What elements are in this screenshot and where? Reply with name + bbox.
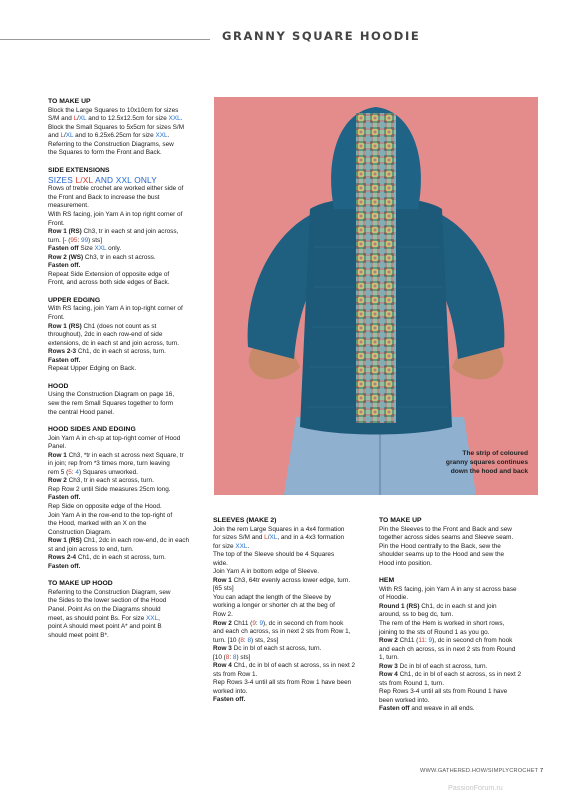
hoodie-illustration bbox=[214, 97, 538, 495]
text-line: Join Yarn A in bottom edge of Sleeve. bbox=[213, 568, 319, 576]
text-line: point A should meet point A* and point B bbox=[48, 623, 162, 631]
text-line: and L/XL and to 6.25x6.25cm for size XXL. bbox=[48, 132, 170, 140]
text-line: Repeat Side Extension of opposite edge of bbox=[48, 270, 170, 278]
text-line: Row 2 Ch11 (9: 9), dc in second ch from hook bbox=[213, 619, 344, 627]
footer-url: WWW.GATHERED.HOW/SIMPLYCROCHET bbox=[420, 768, 539, 774]
text-line: Rep Row 2 until Side measures 25cm long. bbox=[48, 485, 171, 493]
text-line: around, ss to beg dc, turn. bbox=[379, 611, 454, 619]
text-line: wide. bbox=[213, 559, 228, 567]
text-line: Join Yarn A in ch-sp at top-right corner of Hood bbox=[48, 434, 181, 442]
text-line: measurement. bbox=[48, 202, 89, 210]
text-line: been worked into. bbox=[379, 696, 430, 704]
text-line: working a longer or shorter ch at the beg of bbox=[213, 602, 335, 610]
text-line: Rep Rows 3-4 until all sts from Row 1 have been bbox=[213, 679, 352, 687]
text-line: You can adapt the length of the Sleeve by bbox=[213, 593, 332, 601]
section-heading: HEM bbox=[379, 577, 395, 585]
text-line: [10 (8: 8) sts] bbox=[213, 653, 251, 661]
text-line: Rows 2-4 Ch1, dc in each st across, turn. bbox=[48, 554, 166, 562]
text-line: worked into. bbox=[213, 687, 248, 695]
text-line: Panel. Point As on the Diagrams should bbox=[48, 605, 161, 613]
text-line: Row 2 Ch11 (11: 9), dc in second ch from hook bbox=[379, 637, 513, 645]
text-line: Row 1 (RS) Ch1, 2dc in each row-end, dc in each bbox=[48, 537, 190, 545]
text-line: Row 1 Ch3, 64tr evenly across lower edge, turn. bbox=[213, 576, 351, 584]
text-line: Pin the Hood centrally to the Back, sew the bbox=[379, 542, 501, 550]
text-line: turn. [10 (8: 8) sts, 2ss] bbox=[213, 636, 279, 644]
text-line: With RS facing, join Yarn A in any st across base bbox=[379, 585, 517, 593]
text-line: for size XXL. bbox=[213, 542, 250, 550]
text-line: the Squares to form the Front and Back. bbox=[48, 149, 162, 157]
text-line: Fasten off. bbox=[48, 356, 81, 364]
photo-caption bbox=[446, 449, 528, 476]
page-number: 7 bbox=[539, 768, 544, 774]
text-line: Using the Construction Diagram on page 16, bbox=[48, 391, 175, 399]
text-line: Block the Small Squares to 5x5cm for sizes S/M bbox=[48, 123, 185, 131]
text-line: Rows 2-3 Ch1, dc in each st across, turn. bbox=[48, 348, 166, 356]
text-line: Row 2 (WS) Ch3, tr in each st across. bbox=[48, 253, 156, 261]
text-line: the Front and Back to increase the bust bbox=[48, 193, 160, 201]
text-line: Referring to the Construction Diagram, sew bbox=[48, 588, 171, 596]
text-line: together across sides seams and Sleeve seam. bbox=[379, 534, 514, 542]
caption-line: The strip of coloured bbox=[462, 450, 528, 457]
text-line: the Hood, marked with an X on the bbox=[48, 520, 147, 528]
text-line: Front. bbox=[48, 219, 65, 227]
caption-line: down the hood and back bbox=[450, 468, 528, 475]
sizes-line: SIZES L/XL AND XXL ONLY bbox=[48, 175, 157, 186]
text-line: and each ch across, ss in next 2 sts from Round bbox=[379, 645, 516, 653]
watermark: PassionForum.ru bbox=[448, 783, 503, 792]
text-line: Rep Side on opposite edge of the Hood. bbox=[48, 502, 162, 510]
column-1 bbox=[48, 98, 208, 640]
text-line: Construction Diagram. bbox=[48, 528, 112, 536]
text-line: Fasten off. bbox=[48, 262, 81, 270]
text-line: Hood into position. bbox=[379, 559, 432, 567]
text-line: Row 3 Dc in bl of each st across, turn. bbox=[213, 645, 322, 653]
text-line: of Hoodie. bbox=[379, 594, 409, 602]
section-heading: HOOD SIDES AND EDGING bbox=[48, 426, 136, 434]
text-line: Row 2. bbox=[213, 611, 233, 619]
text-line: for sizes S/M and L/XL, and in a 4x3 formation bbox=[213, 534, 345, 542]
text-line: Fasten off. bbox=[213, 696, 246, 704]
text-line: [65 sts] bbox=[213, 585, 234, 593]
text-line: Fasten off. bbox=[48, 494, 81, 502]
text-line: should meet point B*. bbox=[48, 631, 109, 639]
text-line: joining to the sts of Round 1 as you go. bbox=[379, 628, 490, 636]
section-heading: TO MAKE UP HOOD bbox=[48, 580, 113, 588]
section-heading: TO MAKE UP bbox=[379, 517, 422, 524]
text-line: st and join across to end, turn. bbox=[48, 545, 134, 553]
text-line: sts from Row 1. bbox=[213, 670, 258, 678]
section-heading: SLEEVES (MAKE 2) bbox=[213, 517, 277, 524]
text-line: Front, and across both side edges of Back. bbox=[48, 279, 170, 287]
header-rule bbox=[0, 39, 210, 40]
text-line: Row 3 Dc in bl of each st across, turn. bbox=[379, 662, 488, 670]
text-line: Repeat Upper Edging on Back. bbox=[48, 365, 137, 373]
text-line: Row 2 Ch3, tr in each st across, turn. bbox=[48, 477, 154, 485]
text-line: Pin the Sleeves to the Front and Back and sew bbox=[379, 525, 512, 533]
text-line: shoulder seams up to the Hood and sew the bbox=[379, 551, 505, 559]
text-line: rem 5 (5: 4) Squares unworked. bbox=[48, 468, 138, 476]
caption-line: granny squares continues bbox=[445, 459, 528, 466]
text-line: Front. bbox=[48, 314, 65, 322]
hoodie-photo bbox=[214, 97, 538, 495]
text-line: Join Yarn A in the row-end to the top-right of bbox=[48, 511, 173, 519]
text-line: throughout), 2dc in each row-end of side bbox=[48, 331, 163, 339]
text-line: sts from Round 1, turn. bbox=[379, 679, 444, 687]
text-line: Row 1 (RS) Ch1 (does not count as st bbox=[48, 322, 157, 330]
page-footer bbox=[420, 768, 543, 774]
text-line: 1, turn. bbox=[379, 654, 399, 662]
text-line: Join the rem Large Squares in a 4x4 formation bbox=[213, 525, 345, 533]
column-3 bbox=[379, 517, 541, 714]
text-line: Row 1 (RS) Ch3, tr in each st and join across, bbox=[48, 228, 179, 236]
text-line: the Sides to the lower section of the Hood bbox=[48, 597, 167, 605]
text-line: Rows of treble crochet are worked either side of bbox=[48, 185, 184, 193]
text-line: Fasten off. bbox=[48, 562, 81, 570]
text-line: in join; rep from *3 times more, turn leaving bbox=[48, 460, 170, 468]
section-heading: TO MAKE UP bbox=[48, 98, 91, 105]
text-line: turn. [- (95: 99) sts] bbox=[48, 236, 103, 244]
text-line: Block the Large Squares to 10x10cm for sizes bbox=[48, 106, 179, 114]
text-line: S/M and L/XL and to 12.5x12.5cm for size XXL. bbox=[48, 115, 183, 123]
text-line: Row 1 Ch3, *tr in each st across next Square, tr bbox=[48, 451, 184, 459]
text-line: With RS facing, join Yarn A in top right corner of bbox=[48, 211, 183, 219]
column-2 bbox=[213, 517, 373, 705]
text-line: Panel. bbox=[48, 443, 67, 451]
text-line: With RS facing, join Yarn A in top-right corner of bbox=[48, 305, 183, 313]
text-line: meet, as should point Bs. For size XXL, bbox=[48, 614, 160, 622]
text-line: extensions, dc in each st and join across, turn. bbox=[48, 339, 180, 347]
text-line: Row 4 Ch1, dc in bl of each st across, ss in next 2 bbox=[213, 662, 356, 670]
text-line: the central Hood panel. bbox=[48, 408, 115, 416]
text-line: Rep Rows 3-4 until all sts from Round 1 have bbox=[379, 688, 508, 696]
section-heading: SIDE EXTENSIONS bbox=[48, 166, 110, 174]
section-heading: HOOD bbox=[48, 382, 69, 390]
text-line: and each ch across, ss in next 2 sts from Row 1, bbox=[213, 628, 351, 636]
text-line: The top of the Sleeve should be 4 Squares bbox=[213, 551, 335, 559]
text-line: Fasten off and weave in all ends. bbox=[379, 705, 475, 713]
section-heading: UPPER EDGING bbox=[48, 296, 101, 304]
text-line: Fasten off Size XXL only. bbox=[48, 245, 122, 253]
text-line: The rem of the Hem is worked in short rows, bbox=[379, 620, 505, 628]
text-line: sew the rem Small Squares together to form bbox=[48, 399, 174, 407]
text-line: Referring to the Construction Diagrams, sew bbox=[48, 140, 174, 148]
text-line: Row 4 Ch1, dc in bl of each st across, ss in next 2 bbox=[379, 671, 522, 679]
page-title: GRANNY SQUARE HOODIE bbox=[222, 29, 421, 43]
text-line: Round 1 (RS) Ch1, dc in each st and join bbox=[379, 602, 497, 610]
